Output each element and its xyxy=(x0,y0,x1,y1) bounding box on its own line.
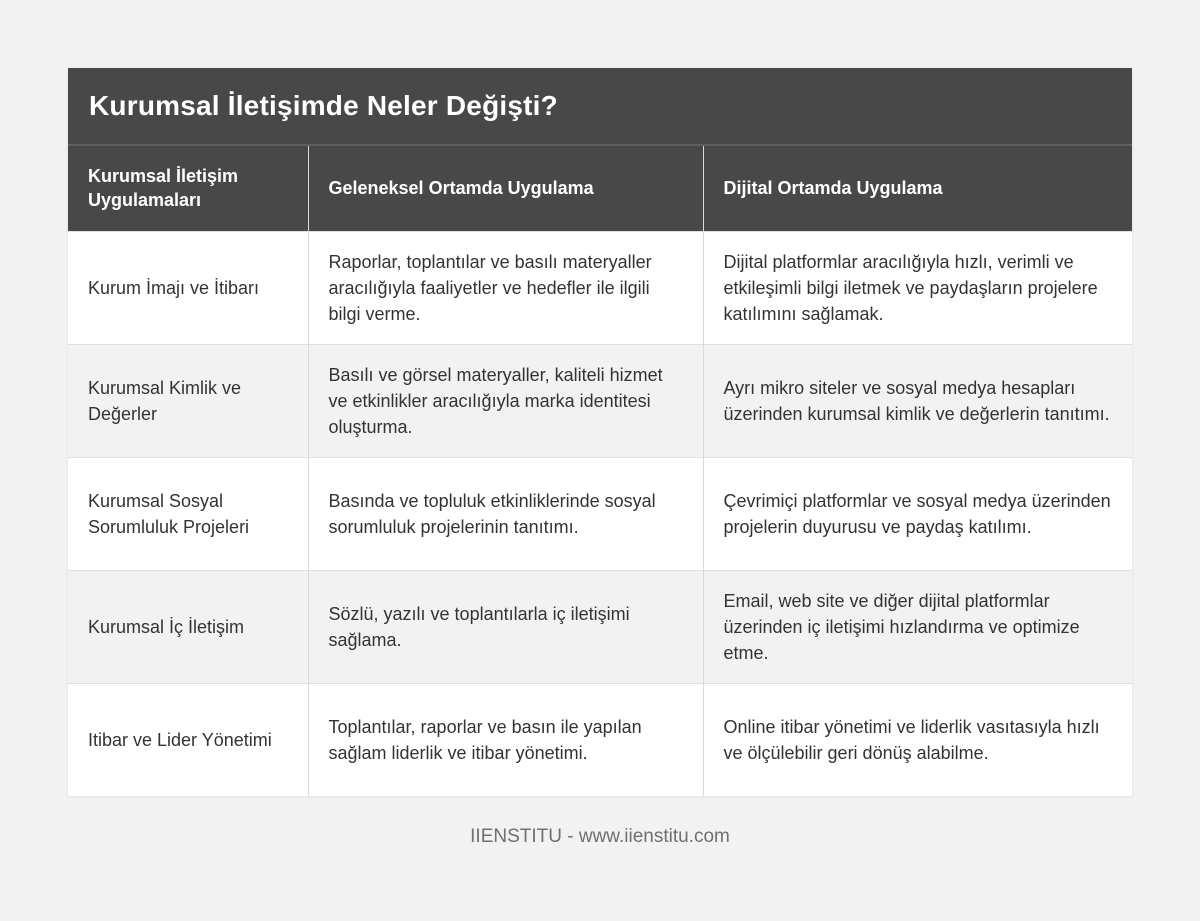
cell-traditional: Toplantılar, raporlar ve basın ile yapılan sağlam liderlik ve itibar yönetimi. xyxy=(308,683,703,796)
cell-traditional: Basında ve topluluk etkinliklerinde sosyal sorumluluk projelerinin tanıtımı. xyxy=(308,457,703,570)
cell-traditional: Sözlü, yazılı ve toplantılarla iç iletişimi sağlama. xyxy=(308,570,703,683)
cell-traditional: Basılı ve görsel materyaller, kaliteli hizmet ve etkinlikler aracılığıyla marka identitesi oluşturma. xyxy=(308,344,703,457)
page-title: Kurumsal İletişimde Neler Değişti? xyxy=(89,90,558,121)
cell-digital: Ayrı mikro siteler ve sosyal medya hesapları üzerinden kurumsal kimlik ve değerlerin tanıtımı. xyxy=(703,344,1132,457)
cell-digital: Email, web site ve diğer dijital platformlar üzerinden iç iletişimi hızlandırma ve optimize etme. xyxy=(703,570,1132,683)
cell-digital: Dijital platformlar aracılığıyla hızlı, verimli ve etkileşimli bilgi iletmek ve paydaşların projelere katılımını sağlamak. xyxy=(703,231,1132,344)
cell-digital: Çevrimiçi platformlar ve sosyal medya üzerinden projelerin duyurusu ve paydaş katılımı. xyxy=(703,457,1132,570)
cell-digital: Online itibar yönetimi ve liderlik vasıtasıyla hızlı ve ölçülebilir geri dönüş alabilme. xyxy=(703,683,1132,796)
comparison-card xyxy=(68,68,1132,796)
table-row xyxy=(68,231,1132,344)
column-header-practice: Kurumsal İletişim Uygulamaları xyxy=(68,145,308,231)
table-row xyxy=(68,457,1132,570)
cell-practice: Kurumsal Kimlik ve Değerler xyxy=(68,344,308,457)
cell-practice: Itibar ve Lider Yönetimi xyxy=(68,683,308,796)
table-row xyxy=(68,683,1132,796)
footer-credit: IIENSTITU - www.iienstitu.com xyxy=(470,826,730,847)
table-header-row xyxy=(68,145,1132,231)
cell-practice: Kurumsal İç İletişim xyxy=(68,570,308,683)
column-header-traditional: Geleneksel Ortamda Uygulama xyxy=(308,145,703,231)
cell-practice: Kurum İmajı ve İtibarı xyxy=(68,231,308,344)
comparison-table xyxy=(68,144,1132,796)
title-bar xyxy=(68,68,1132,144)
table-row xyxy=(68,344,1132,457)
cell-traditional: Raporlar, toplantılar ve basılı materyaller aracılığıyla faaliyetler ve hedefler ile ilgili bilgi verme. xyxy=(308,231,703,344)
table-row xyxy=(68,570,1132,683)
cell-practice: Kurumsal Sosyal Sorumluluk Projeleri xyxy=(68,457,308,570)
column-header-digital: Dijital Ortamda Uygulama xyxy=(703,145,1132,231)
